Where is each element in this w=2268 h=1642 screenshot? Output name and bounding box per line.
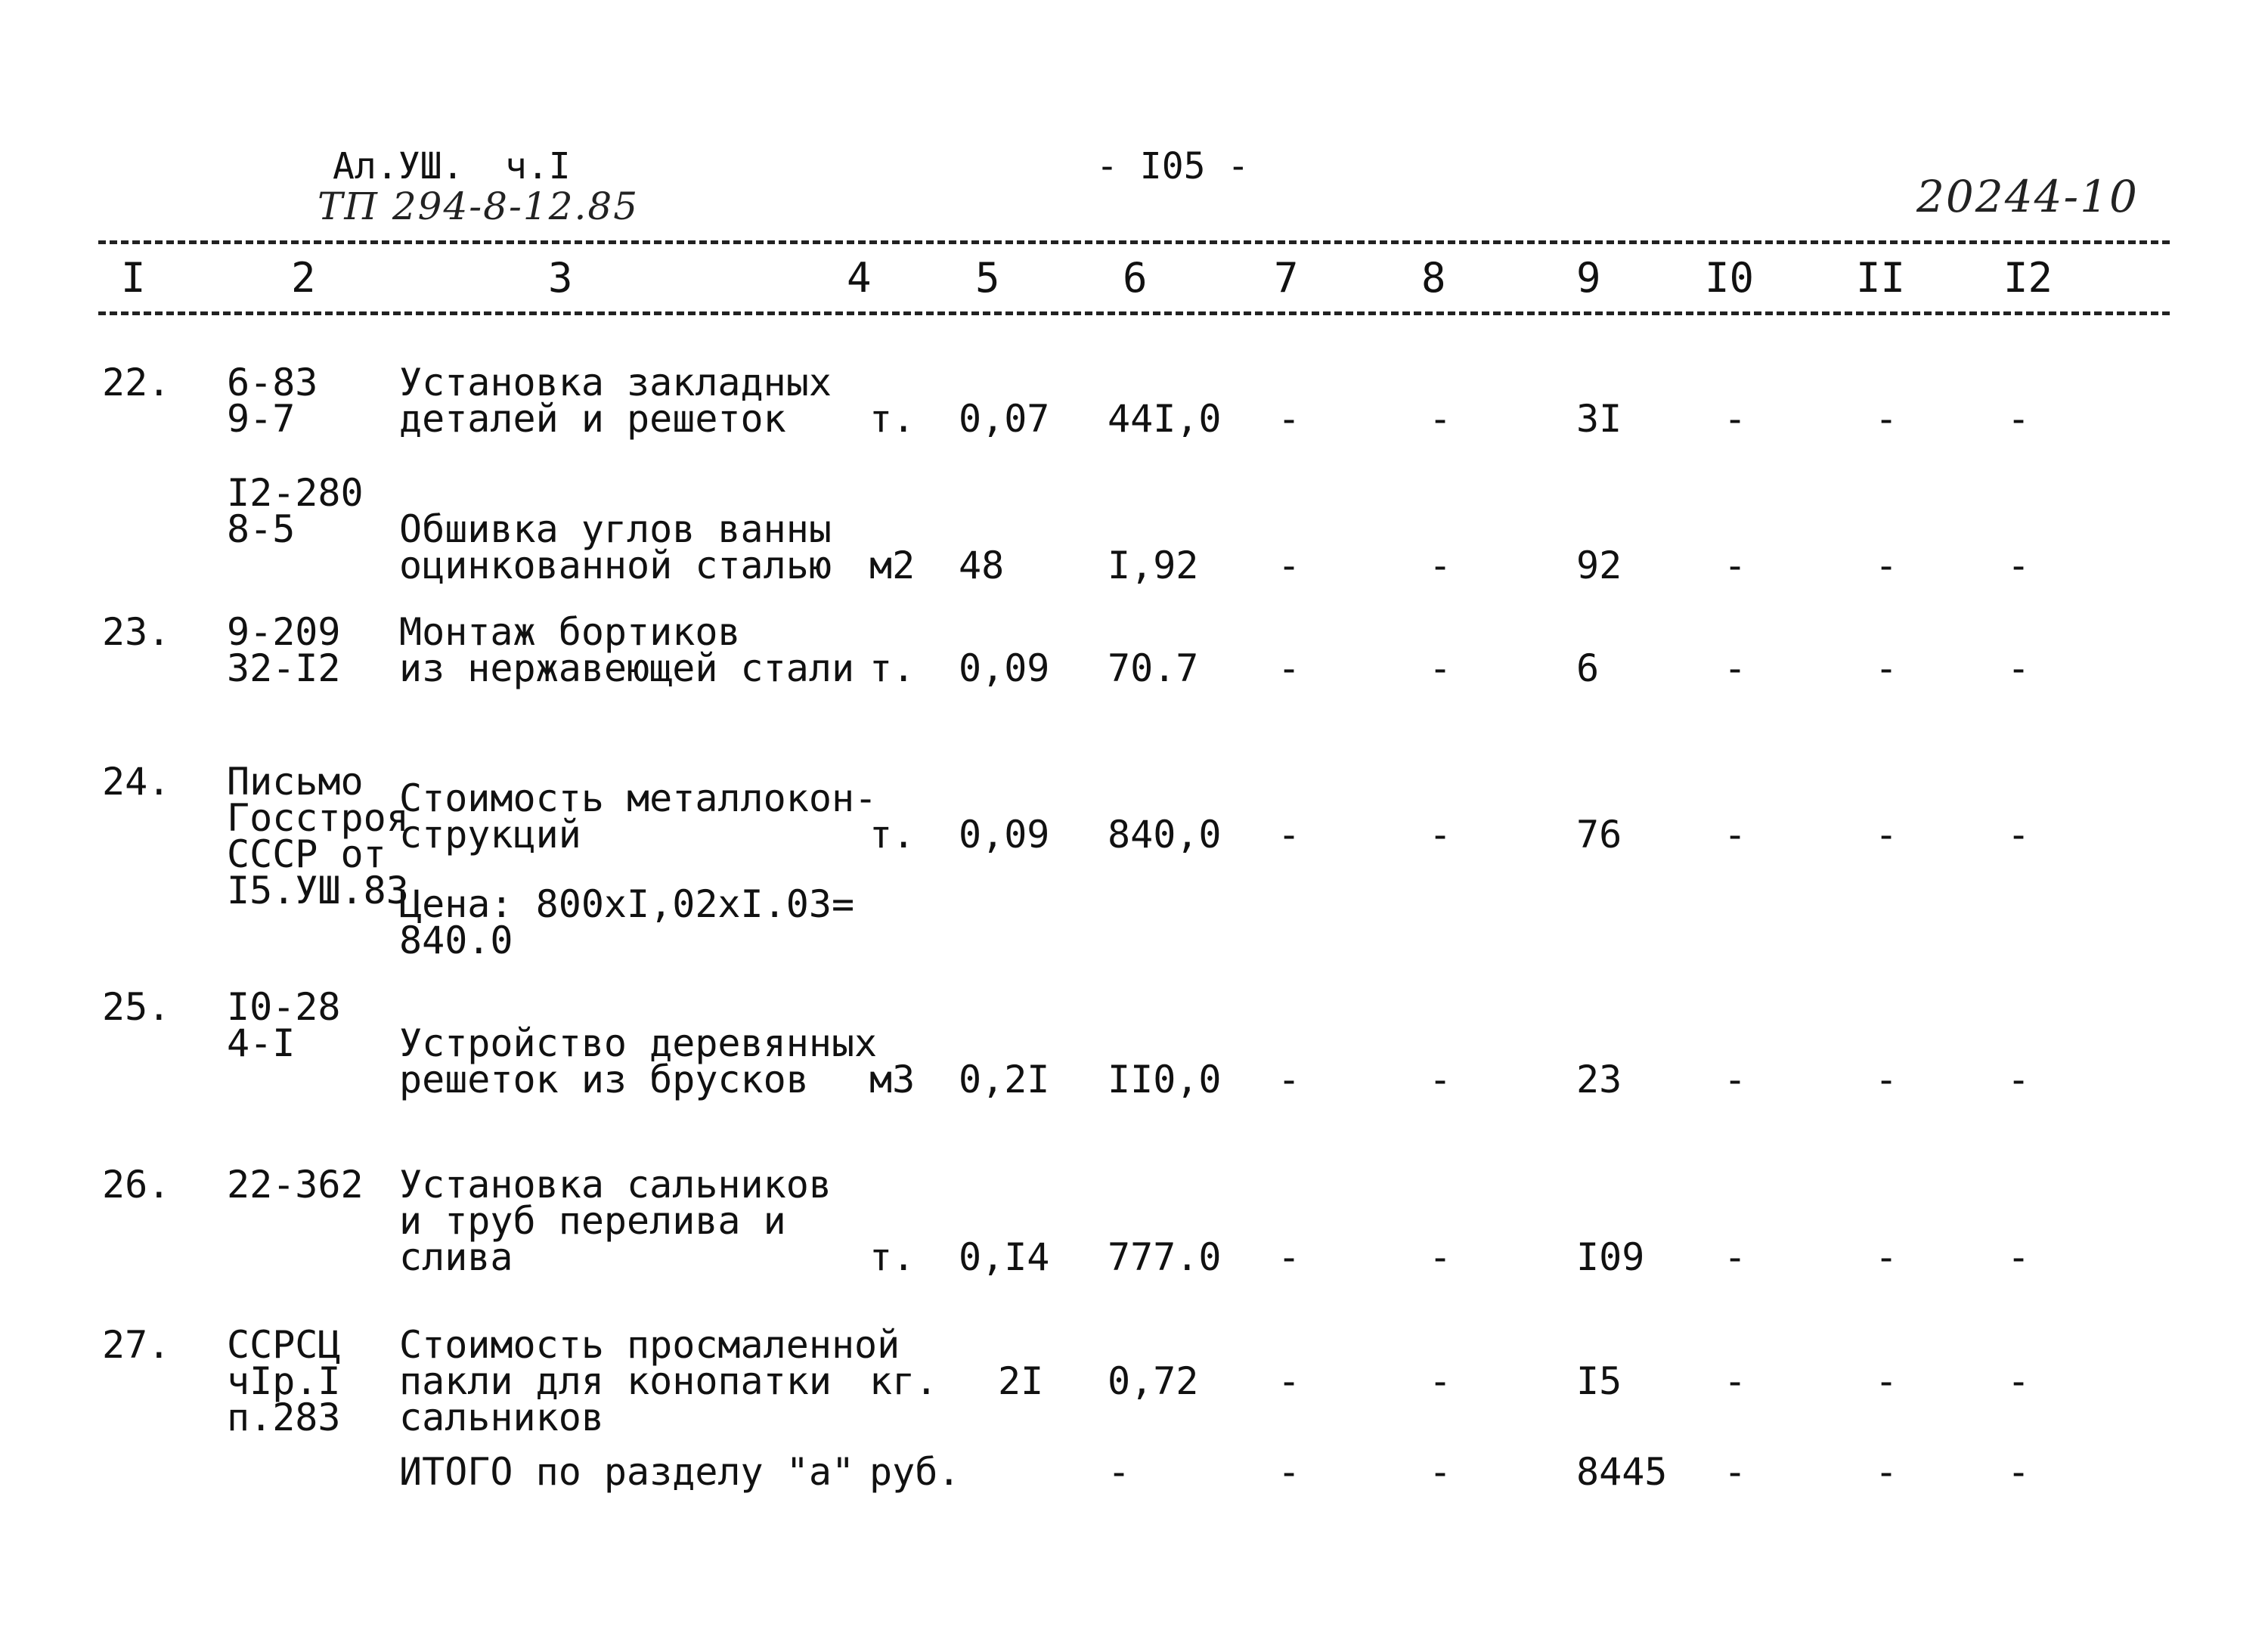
column-11-value: - <box>1875 813 1898 857</box>
reference-code: 32-I2 <box>227 646 341 690</box>
reference-code: 8-5 <box>227 507 296 551</box>
column-12-value: - <box>2007 397 2031 441</box>
column-10-value: - <box>1724 397 1747 441</box>
unit-price: 0,72 <box>1108 1359 1199 1403</box>
column-7-value: - <box>1278 1235 1301 1279</box>
unit: т. <box>869 813 916 857</box>
total-column-9-value: 8445 <box>1576 1450 1668 1494</box>
column-7-value: - <box>1278 1058 1301 1101</box>
work-description: слива <box>399 1235 513 1279</box>
column-10-value: - <box>1724 544 1747 587</box>
row-number: 22. <box>102 361 171 404</box>
quantity: 2I <box>998 1359 1044 1403</box>
column-8-value: - <box>1429 544 1452 587</box>
column-10-value: - <box>1724 1058 1747 1101</box>
column-9-value: I5 <box>1576 1359 1622 1403</box>
document-code: 20244-10 <box>1916 171 2139 222</box>
column-7-value: - <box>1278 1359 1301 1403</box>
column-12-value: - <box>2007 544 2031 587</box>
reference-code: 9-7 <box>227 397 296 441</box>
column-8-value: - <box>1429 397 1452 441</box>
col-num-12: I2 <box>2003 254 2053 302</box>
unit-price: 840,0 <box>1108 813 1222 857</box>
column-9-value: 3I <box>1576 397 1622 441</box>
col-num-6: 6 <box>1123 254 1148 302</box>
column-10-value: - <box>1724 646 1747 690</box>
column-10-value: - <box>1724 813 1747 857</box>
reference-code: п.283 <box>227 1396 341 1439</box>
part-label: ч.I <box>505 145 571 187</box>
col-num-10: I0 <box>1705 254 1755 302</box>
column-12-value: - <box>2007 1235 2031 1279</box>
quantity: 0,07 <box>959 397 1050 441</box>
work-description: деталей и решеток <box>399 397 786 441</box>
column-8-value: - <box>1429 813 1452 857</box>
reference-code: 4-I <box>227 1021 296 1065</box>
work-description: решеток из брусков <box>399 1058 809 1101</box>
total-label: ИТОГО по разделу "а" <box>399 1450 855 1494</box>
column-7-value: - <box>1278 397 1301 441</box>
row-number: 25. <box>102 985 171 1029</box>
column-10-value: - <box>1724 1235 1747 1279</box>
column-7-value: - <box>1278 646 1301 690</box>
total-column-7-value: - <box>1278 1450 1301 1494</box>
total-column-12-value: - <box>2007 1450 2031 1494</box>
work-description: оцинкованной сталью <box>399 544 832 587</box>
work-description: Стоимость металлокон- <box>399 776 878 820</box>
column-11-value: - <box>1875 397 1898 441</box>
total-column-8-value: - <box>1429 1450 1452 1494</box>
reference-code: I2-280 <box>227 471 364 515</box>
unit: т. <box>869 397 916 441</box>
column-8-value: - <box>1429 1235 1452 1279</box>
column-7-value: - <box>1278 813 1301 857</box>
total-unit: руб. <box>869 1450 961 1494</box>
reference-code: Госстроя <box>227 796 409 840</box>
quantity: 0,09 <box>959 813 1050 857</box>
row-number: 23. <box>102 610 171 654</box>
quantity: 48 <box>959 544 1005 587</box>
column-12-value: - <box>2007 646 2031 690</box>
column-8-value: - <box>1429 1359 1452 1403</box>
quantity: 0,I4 <box>959 1235 1050 1279</box>
unit-price: I,92 <box>1108 544 1199 587</box>
album-label: Ал.УШ. <box>333 145 464 187</box>
reference-code: СССР от <box>227 832 386 876</box>
work-description: Стоимость просмаленной <box>399 1323 900 1367</box>
work-description: струкций <box>399 813 581 857</box>
unit-price: 777.0 <box>1108 1235 1222 1279</box>
reference-code: I0-28 <box>227 985 341 1029</box>
column-11-value: - <box>1875 1058 1898 1101</box>
column-9-value: 92 <box>1576 544 1622 587</box>
unit: м3 <box>869 1058 916 1101</box>
column-8-value: - <box>1429 646 1452 690</box>
col-num-11: II <box>1856 254 1906 302</box>
col-num-4: 4 <box>847 254 872 302</box>
total-price: - <box>1108 1450 1131 1494</box>
col-num-2: 2 <box>291 254 316 302</box>
work-description: Обшивка углов ванны <box>399 507 832 551</box>
header-rule-top <box>98 240 2170 244</box>
column-9-value: 6 <box>1576 646 1600 690</box>
reference-code: I5.УШ.83 <box>227 869 409 912</box>
header-rule-bottom <box>98 311 2170 315</box>
quantity: 0,2I <box>959 1058 1050 1101</box>
unit-price: II0,0 <box>1108 1058 1222 1101</box>
column-12-value: - <box>2007 1359 2031 1403</box>
unit: кг. <box>869 1359 938 1403</box>
column-12-value: - <box>2007 1058 2031 1101</box>
col-num-1: I <box>121 254 146 302</box>
project-number: ТП 294-8-12.85 <box>318 184 640 228</box>
column-11-value: - <box>1875 646 1898 690</box>
reference-code: Письмо <box>227 760 364 804</box>
work-description: Установка закладных <box>399 361 832 404</box>
work-description: из нержавеющей стали <box>399 646 855 690</box>
page-number: - I05 - <box>1096 145 1250 187</box>
total-column-10-value: - <box>1724 1450 1747 1494</box>
row-number: 26. <box>102 1163 171 1207</box>
price-note: 840.0 <box>399 919 513 962</box>
reference-code: 9-209 <box>227 610 341 654</box>
reference-code: чIр.I <box>227 1359 341 1403</box>
unit: м2 <box>869 544 916 587</box>
col-num-3: 3 <box>548 254 573 302</box>
column-7-value: - <box>1278 544 1301 587</box>
col-num-9: 9 <box>1576 254 1601 302</box>
column-9-value: 23 <box>1576 1058 1622 1101</box>
price-note: Цена: 800хI,02хI.03= <box>399 882 855 926</box>
work-description: Устройство деревянных <box>399 1021 878 1065</box>
col-num-5: 5 <box>975 254 1000 302</box>
reference-code: 22-362 <box>227 1163 364 1207</box>
column-11-value: - <box>1875 544 1898 587</box>
column-9-value: 76 <box>1576 813 1622 857</box>
reference-code: 6-83 <box>227 361 318 404</box>
column-12-value: - <box>2007 813 2031 857</box>
unit: т. <box>869 1235 916 1279</box>
column-11-value: - <box>1875 1235 1898 1279</box>
quantity: 0,09 <box>959 646 1050 690</box>
work-description: сальников <box>399 1396 604 1439</box>
work-description: пакли для конопатки <box>399 1359 832 1403</box>
work-description: и труб перелива и <box>399 1199 786 1243</box>
col-num-8: 8 <box>1421 254 1446 302</box>
work-description: Монтаж бортиков <box>399 610 741 654</box>
column-11-value: - <box>1875 1359 1898 1403</box>
unit: т. <box>869 646 916 690</box>
unit-price: 44I,0 <box>1108 397 1222 441</box>
col-num-7: 7 <box>1274 254 1299 302</box>
work-description: Установка сальников <box>399 1163 832 1207</box>
column-10-value: - <box>1724 1359 1747 1403</box>
reference-code: ССРСЦ <box>227 1323 341 1367</box>
row-number: 27. <box>102 1323 171 1367</box>
unit-price: 70.7 <box>1108 646 1199 690</box>
total-column-11-value: - <box>1875 1450 1898 1494</box>
row-number: 24. <box>102 760 171 804</box>
column-9-value: I09 <box>1576 1235 1645 1279</box>
column-8-value: - <box>1429 1058 1452 1101</box>
